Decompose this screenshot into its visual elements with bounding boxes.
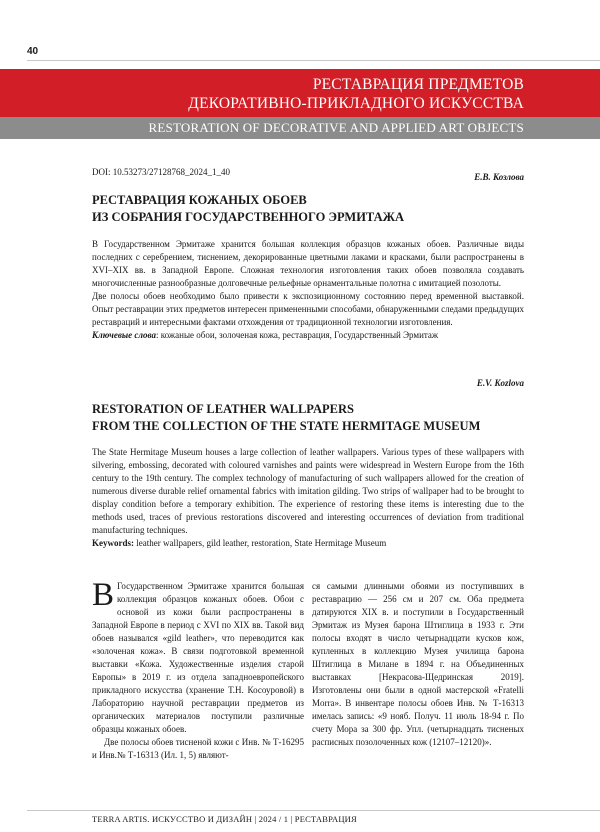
page-number: 40	[27, 46, 39, 57]
keywords-ru-label: Ключевые слова	[92, 330, 156, 340]
article-title-ru	[92, 192, 532, 226]
section-banner-ru	[0, 69, 600, 117]
section-banner-en: RESTORATION OF DECORATIVE AND APPLIED ART OBJECTS	[0, 117, 600, 139]
keywords-en-text: leather wallpapers, gild leather, restoration, State Hermitage Museum	[134, 538, 387, 548]
footer-running-title: TERRA ARTIS. ИСКУССТВО И ДИЗАЙН | 2024 / 1 | РЕСТАВРАЦИЯ	[92, 814, 357, 824]
abstract-en-paragraph: The State Hermitage Museum houses a large collection of leather wallpapers. Various types of these wallpapers with silvering, embossing, decorated with coloured varnishes and paints were widespread in Western Europe from the 16th century to the 19th century. The complex technology of manufacturing of such wallpapers allowed for the creation of numerous diverse durable relief ornamental fabrics with imitation gilding. Two strips of wallpaper had to be brought to display condition before a temporary exhibition. The experience of restoring these items is interesting due to the methods used, traces of previous restorations discovered and interesting occurrences of deviation from traditional manufacturing techniques.	[92, 447, 524, 535]
drop-cap: В	[92, 577, 115, 613]
abstract-en	[92, 446, 524, 550]
top-divider	[27, 60, 600, 61]
footer-divider	[27, 810, 600, 811]
article-title-en-line2: FROM THE COLLECTION OF THE STATE HERMITAGE MUSEUM	[92, 419, 481, 433]
body-column-right	[312, 580, 524, 749]
abstract-ru-paragraph-2: Две полосы обоев необходимо было привести к экспозиционному состоянию перед временной выставкой. Опыт реставрации этих предметов интересен примененными способами, обнаруженными следами предыдущих реставраций и интересными фактами отхождения от традиционной технологии изготовления.	[92, 291, 524, 327]
abstract-ru-paragraph-1: В Государственном Эрмитаже хранится большая коллекция образцов кожаных обоев. Различные виды последних с серебрением, тиснением, декорированные цветными лаками и красками, были распространены в XVI–XIX вв. в Западной Европе. Сложная технология изготовления таких обоев позволяла создавать многочисленные разнообразные долговечные рельефные орнаментальные полотна с имитацией позолоты.	[92, 239, 524, 288]
body-left-paragraph-1-text: Государственном Эрмитаже хранится большая коллекция образцов кожаных обоев. Обои с основой из кожи были распространены в Западной Европе в период с XVI по XIX вв. Такой вид обоев назывался «gild leather», что переводится как «золоченая кожа». В связи подготовкой временной выставки «Кожа. Художественные изделия старой Европы» в 2019 г. из отдела западноевропейского прикладного искусства (хранение Т.Н. Косоуровой) в Лабораторию научной реставрации предметов из органических материалов поступили различные образцы кожаных обоев.	[92, 581, 304, 734]
article-title-en-line1: RESTORATION OF LEATHER WALLPAPERS	[92, 402, 354, 416]
section-title-ru-line1: РЕСТАВРАЦИЯ ПРЕДМЕТОВ	[312, 76, 524, 93]
body-left-paragraph-1	[92, 577, 304, 736]
keywords-ru	[92, 329, 524, 342]
article-title-ru-line2: ИЗ СОБРАНИЯ ГОСУДАРСТВЕННОГО ЭРМИТАЖА	[92, 210, 405, 224]
author-ru: Е.В. Козлова	[474, 172, 524, 182]
author-en: E.V. Kozlova	[476, 378, 524, 388]
article-title-ru-line1: РЕСТАВРАЦИЯ КОЖАНЫХ ОБОЕВ	[92, 193, 307, 207]
keywords-en-label: Keywords:	[92, 538, 134, 548]
section-title-ru-line2: ДЕКОРАТИВНО-ПРИКЛАДНОГО ИСКУССТВА	[188, 95, 524, 112]
article-title-en	[92, 401, 532, 435]
keywords-en	[92, 537, 524, 550]
doi: DOI: 10.53273/27128768_2024_1_40	[92, 167, 230, 177]
body-left-paragraph-2: Две полосы обоев тисненой кожи с Инв. № Т-16295 и Инв.№ Т-16313 (Ил. 1, 5) являют-	[92, 737, 304, 760]
keywords-ru-text: : кожаные обои, золоченая кожа, реставрация, Государственный Эрмитаж	[155, 330, 439, 340]
body-right-paragraph-1: ся самыми длинными обоями из поступивших в реставрацию — 256 см и 207 см. Оба предмета датируются XIX в. и поступили в Государственный Эрмитаж из Музея барона Штиглица в 1933 г. Эти полосы входят в число четырнадцати кусков кож, купленных в коллекцию Музея училища барона Штиглица в Милане в 1894 г. на Объединенных выставках [Некрасова-Щедринская 2019]. Изготовлены они были в одной мастерской «Fratelli Morra». В инвентаре полосы обоев Инв. № Т-16313 имелась запись: «9 нояб. Получ. 11 июль 18-94 г. По счету Мора за 300 фр. Упл. (четырнадцать тисненых расписных позолоченных кож (12107–12120)».	[312, 581, 524, 747]
body-column-left	[92, 577, 304, 762]
abstract-ru	[92, 238, 524, 342]
